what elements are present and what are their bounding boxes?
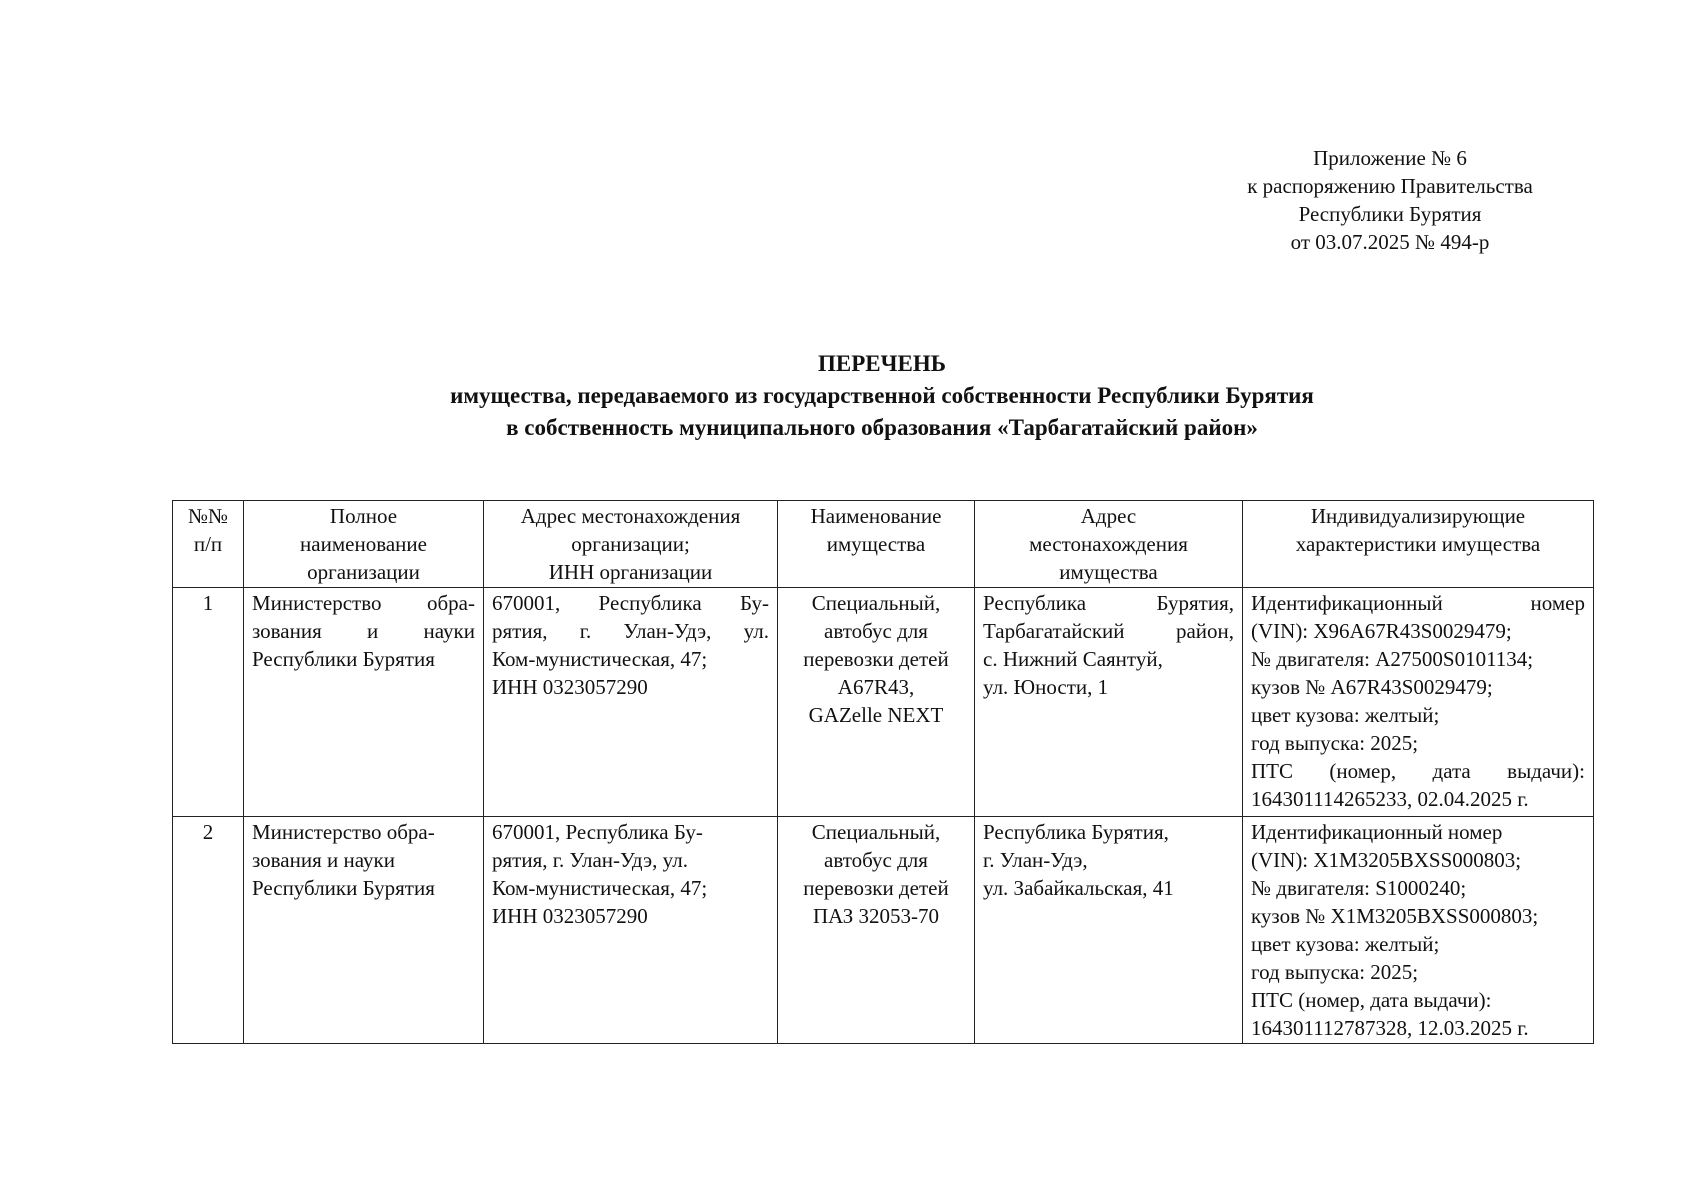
cell-text: цвет кузова: желтый; bbox=[1251, 703, 1440, 727]
cell-text: зования и науки bbox=[252, 619, 475, 643]
header-text: Наименование bbox=[810, 504, 942, 528]
cell-text: 670001, Республика Бу- bbox=[492, 591, 769, 615]
table-row bbox=[173, 817, 1594, 1044]
cell-text: г. Улан-Удэ, bbox=[983, 848, 1088, 872]
header-text: ИНН организации bbox=[548, 560, 713, 584]
cell-organization bbox=[244, 588, 484, 817]
cell-number bbox=[173, 588, 244, 817]
cell-property-address bbox=[975, 817, 1243, 1044]
header-property-address bbox=[975, 501, 1243, 588]
document-subtitle-line-2: в собственность муниципального образования «Тарбагатайский район» bbox=[506, 415, 1258, 440]
header-characteristics bbox=[1243, 501, 1594, 588]
cell-text: Республика Бурятия, bbox=[983, 820, 1169, 844]
cell-text: 164301114265233, 02.04.2025 г. bbox=[1251, 787, 1529, 811]
cell-text: Республики Бурятия bbox=[252, 876, 435, 900]
cell-text: Идентификационный номер bbox=[1251, 820, 1503, 844]
document-subtitle-line-1: имущества, передаваемого из государственной собственности Республики Бурятия bbox=[450, 383, 1314, 408]
cell-text: ИНН 0323057290 bbox=[492, 675, 648, 699]
cell-characteristics bbox=[1243, 817, 1594, 1044]
header-number bbox=[173, 501, 244, 588]
header-text: наименование bbox=[300, 532, 427, 556]
header-property-name bbox=[778, 501, 975, 588]
cell-text: кузов № X1M3205BXSS000803; bbox=[1251, 904, 1539, 928]
cell-text: рятия, г. Улан-Удэ, ул. bbox=[492, 619, 769, 643]
annex-authority: Республики Бурятия bbox=[1298, 202, 1482, 226]
cell-text: Министерство обра- bbox=[252, 591, 475, 615]
cell-text: ИНН 0323057290 bbox=[492, 904, 648, 928]
cell-text: автобус для bbox=[824, 619, 928, 643]
cell-text: кузов № A67R43S0029479; bbox=[1251, 675, 1493, 699]
header-text: Полное bbox=[329, 504, 398, 528]
header-text: п/п bbox=[193, 532, 223, 556]
header-text: характеристики имущества bbox=[1295, 532, 1541, 556]
header-text: Адрес местонахождения bbox=[520, 504, 741, 528]
header-organization bbox=[244, 501, 484, 588]
header-text: организации; bbox=[571, 532, 690, 556]
annex-header bbox=[1200, 144, 1580, 256]
table-row bbox=[173, 588, 1594, 817]
cell-text: Республики Бурятия bbox=[252, 647, 435, 671]
cell-text: ПАЗ 32053-70 bbox=[812, 904, 940, 928]
cell-text: Специальный, bbox=[811, 591, 941, 615]
document-heading bbox=[172, 348, 1592, 444]
cell-text: Тарбагатайский район, bbox=[983, 619, 1234, 643]
cell-text: год выпуска: 2025; bbox=[1251, 960, 1419, 984]
cell-text: 1 bbox=[202, 591, 214, 615]
cell-number bbox=[173, 817, 244, 1044]
header-text: Индивидуализирующие bbox=[1310, 504, 1526, 528]
cell-text: 2 bbox=[202, 820, 214, 844]
annex-number: Приложение № 6 bbox=[1313, 146, 1467, 170]
cell-property-name bbox=[778, 588, 975, 817]
cell-text: (VIN): X1M3205BXSS000803; bbox=[1251, 848, 1522, 872]
cell-text: зования и науки bbox=[252, 848, 395, 872]
cell-text: рятия, г. Улан-Удэ, ул. bbox=[492, 848, 688, 872]
header-organization-address bbox=[484, 501, 778, 588]
header-text: организации bbox=[307, 560, 420, 584]
cell-text: с. Нижний Саянтуй, bbox=[983, 647, 1163, 671]
cell-text: перевозки детей bbox=[803, 876, 949, 900]
cell-text: Министерство обра- bbox=[252, 820, 435, 844]
cell-text: Ком-мунистическая, 47; bbox=[492, 647, 708, 671]
cell-property-name bbox=[778, 817, 975, 1044]
table-header-row bbox=[173, 501, 1594, 588]
document-title: ПЕРЕЧЕНЬ bbox=[818, 351, 946, 376]
annex-reference: к распоряжению Правительства bbox=[1247, 174, 1533, 198]
header-text: Адрес bbox=[1080, 504, 1137, 528]
cell-text: 670001, Республика Бу- bbox=[492, 820, 703, 844]
cell-characteristics bbox=[1243, 588, 1594, 817]
property-table bbox=[172, 500, 1594, 1044]
cell-text: GAZelle NEXT bbox=[808, 703, 944, 727]
annex-date: от 03.07.2025 № 494-р bbox=[1290, 230, 1490, 254]
cell-text: год выпуска: 2025; bbox=[1251, 731, 1419, 755]
cell-text: (VIN): X96A67R43S0029479; bbox=[1251, 619, 1512, 643]
cell-text: перевозки детей bbox=[803, 647, 949, 671]
cell-text: № двигателя: S1000240; bbox=[1251, 876, 1467, 900]
cell-organization bbox=[244, 817, 484, 1044]
cell-text: Специальный, bbox=[811, 820, 941, 844]
header-text: имущества bbox=[1059, 560, 1158, 584]
cell-text: 164301112787328, 12.03.2025 г. bbox=[1251, 1016, 1529, 1040]
cell-text: Республика Бурятия, bbox=[983, 591, 1234, 615]
header-text: №№ bbox=[187, 504, 229, 528]
header-text: местонахождения bbox=[1029, 532, 1188, 556]
cell-text: цвет кузова: желтый; bbox=[1251, 932, 1440, 956]
cell-text: Идентификационный номер bbox=[1251, 591, 1585, 615]
cell-text: Ком-мунистическая, 47; bbox=[492, 876, 708, 900]
cell-organization-address bbox=[484, 817, 778, 1044]
cell-text: № двигателя: A27500S0101134; bbox=[1251, 647, 1534, 671]
cell-organization-address bbox=[484, 588, 778, 817]
header-text: имущества bbox=[826, 532, 926, 556]
cell-text: автобус для bbox=[824, 848, 928, 872]
cell-text: ул. Юности, 1 bbox=[983, 675, 1109, 699]
cell-text: A67R43, bbox=[837, 675, 915, 699]
cell-text: ПТС (номер, дата выдачи): bbox=[1251, 759, 1585, 783]
cell-property-address bbox=[975, 588, 1243, 817]
cell-text: ПТС (номер, дата выдачи): bbox=[1251, 988, 1492, 1012]
cell-text: ул. Забайкальская, 41 bbox=[983, 876, 1174, 900]
